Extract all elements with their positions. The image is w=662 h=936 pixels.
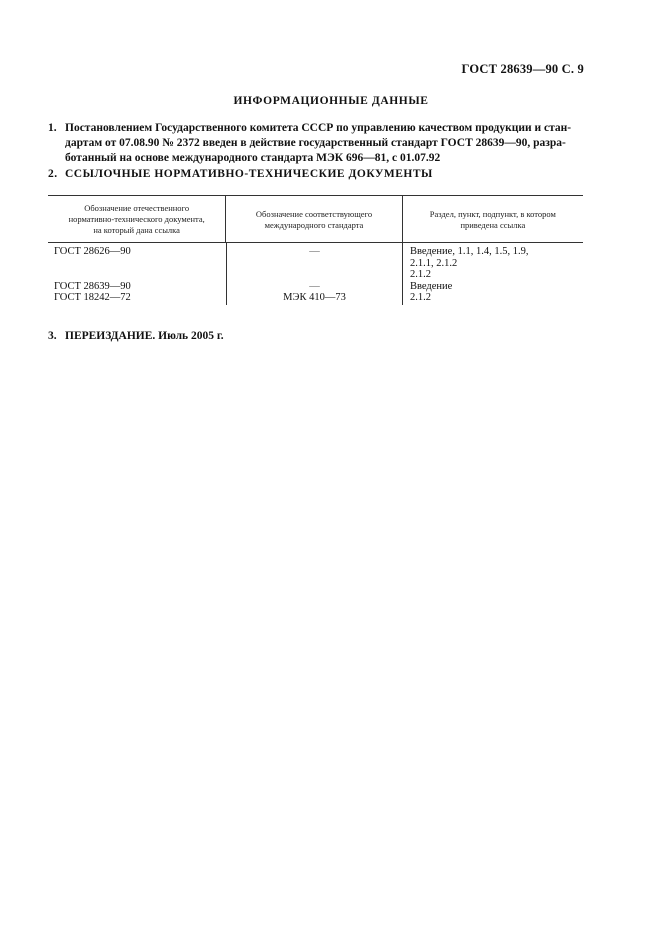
section-3-number: 3.	[48, 330, 57, 342]
table-cell	[227, 258, 402, 270]
section-1-line: Постановлением Государственного комитета СССР по управлению качеством продукции и стан-	[65, 122, 572, 134]
header-line: Обозначение отечественного	[84, 203, 190, 213]
header-line: приведена ссылка	[460, 219, 526, 230]
table-cell	[54, 269, 226, 281]
section-3	[48, 330, 224, 342]
document-title: ИНФОРМАЦИОННЫЕ ДАННЫЕ	[233, 95, 429, 107]
table-cell: —	[309, 280, 320, 292]
header-line: Раздел, пункт, подпункт, в котором	[429, 208, 556, 219]
section-2-number: 2.	[48, 168, 58, 180]
table-cell: МЭК 410—73	[283, 292, 346, 303]
header-line: на который дана ссылка	[93, 225, 180, 235]
section-1-text	[65, 121, 584, 166]
section-2-heading	[48, 168, 433, 180]
references-table	[48, 195, 583, 305]
section-2-title: ССЫЛОЧНЫЕ НОРМАТИВНО-ТЕХНИЧЕСКИЕ ДОКУМЕНТЫ	[65, 168, 433, 180]
header-line: нормативно-технического документа,	[68, 214, 205, 224]
table-cell: ГОСТ 18242—72	[54, 292, 131, 303]
column-reference-sections	[402, 243, 583, 305]
table-body	[48, 243, 583, 305]
table-cell	[54, 258, 226, 270]
section-1-line: дартам от 07.08.90 № 2372 введен в действие государственный стандарт ГОСТ 28639—90, разра-	[65, 137, 566, 149]
table-cell: ГОСТ 28626—90	[54, 246, 131, 257]
table-header-row	[48, 196, 583, 243]
page-header: ГОСТ 28639—90 С. 9	[461, 62, 584, 76]
table-cell: Введение, 1.1, 1.4, 1.5, 1.9,	[410, 246, 529, 257]
table-cell: 2.1.2	[410, 269, 431, 280]
table-cell: Введение	[410, 280, 453, 292]
header-reference-section	[402, 196, 583, 242]
header-line: Обозначение соответствующего	[255, 208, 373, 219]
section-1-line: ботанный на основе международного стандарта МЭК 696—81, с 01.07.92	[65, 152, 441, 164]
section-1-number: 1.	[48, 122, 57, 134]
column-domestic-documents	[48, 243, 226, 305]
table-cell	[227, 269, 402, 281]
header-line: международного стандарта	[264, 219, 364, 230]
table-cell: 2.1.2	[410, 292, 431, 303]
section-3-text: ПЕРЕИЗДАНИЕ. Июль 2005 г.	[65, 330, 224, 342]
section-1	[48, 121, 584, 166]
table-cell: 2.1.1, 2.1.2	[410, 257, 458, 269]
table-cell: —	[309, 246, 320, 257]
table-cell: ГОСТ 28639—90	[54, 280, 131, 292]
header-domestic-document	[48, 196, 225, 242]
header-international-standard	[225, 196, 401, 242]
column-international-standards	[226, 243, 402, 305]
